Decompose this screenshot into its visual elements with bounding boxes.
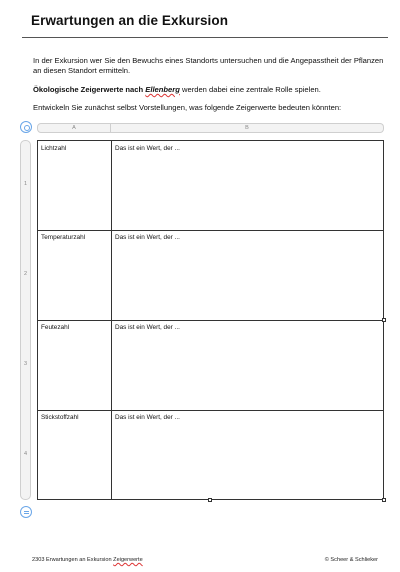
- ellenberg-bold-prefix: Ökologische Zeigerwerte nach: [33, 85, 146, 94]
- row-header-2[interactable]: 2: [23, 271, 28, 277]
- intro-paragraph: In der Exkursion wer Sie den Bewuchs eines Standorts untersuchen und die Angepasstheit der Pflanzen an diesen Standort ermitteln.: [33, 56, 384, 75]
- ellenberg-emphasis: Ellenberg: [145, 85, 180, 94]
- zeigerwerte-table[interactable]: [37, 140, 384, 500]
- cell-name-lichtzahl[interactable]: Lichtzahl: [41, 145, 67, 152]
- document-title: Erwartungen an die Exkursion: [31, 13, 229, 28]
- row-divider-1: [38, 230, 383, 231]
- row-header-3[interactable]: 3: [23, 361, 28, 367]
- title-divider: [22, 37, 388, 38]
- ellenberg-suffix: werden dabei eine zentrale Rolle spielen.: [179, 85, 321, 94]
- footer-filename: [32, 557, 143, 563]
- row-divider-3: [38, 410, 383, 411]
- cell-name-stickstoffzahl[interactable]: Stickstoffzahl: [41, 414, 79, 421]
- footer-filename-prefix: 2303 Erwartungen an Exkursion: [32, 557, 114, 563]
- footer-copyright: © Scheer & Schlieker: [324, 557, 378, 563]
- cell-name-feutezahl[interactable]: Feutezahl: [41, 324, 70, 331]
- cell-description-feutezahl[interactable]: Das ist ein Wert, der ...: [115, 324, 180, 331]
- table-select-icon[interactable]: [20, 121, 32, 133]
- task-paragraph: Entwickeln Sie zunächst selbst Vorstellungen, was folgende Zeigerwerte bedeuten könnten:: [33, 103, 342, 112]
- add-row-icon[interactable]: [20, 506, 32, 518]
- column-header-b[interactable]: B: [111, 123, 384, 133]
- resize-handle-bottom[interactable]: [208, 498, 212, 502]
- cell-description-temperaturzahl[interactable]: Das ist ein Wert, der ...: [115, 234, 180, 241]
- footer-filename-keyword: Zeigerwerte: [113, 557, 143, 563]
- ellenberg-paragraph: [33, 85, 388, 95]
- column-header-a[interactable]: A: [37, 123, 111, 133]
- cell-description-stickstoffzahl[interactable]: Das ist ein Wert, der ...: [115, 414, 180, 421]
- row-divider-2: [38, 320, 383, 321]
- row-header-4[interactable]: 4: [23, 451, 28, 457]
- cell-name-temperaturzahl[interactable]: Temperaturzahl: [41, 234, 86, 241]
- cell-description-lichtzahl[interactable]: Das ist ein Wert, der ...: [115, 145, 180, 152]
- resize-handle-right[interactable]: [382, 318, 386, 322]
- row-header-1[interactable]: 1: [23, 181, 28, 187]
- resize-handle-corner[interactable]: [382, 498, 386, 502]
- row-header-rail[interactable]: [20, 140, 31, 500]
